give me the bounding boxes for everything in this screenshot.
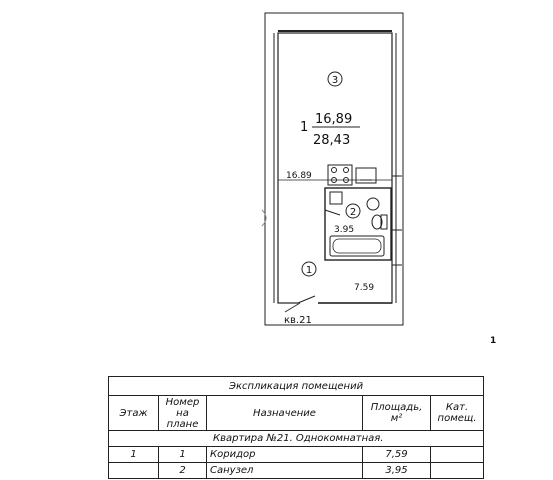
- header-area: Площадь, м²: [363, 396, 431, 431]
- room-marker-2-label: 2: [349, 207, 357, 218]
- stove-icon: [328, 165, 352, 185]
- sheet-mark: 1: [490, 336, 497, 346]
- washbasin-icon: [330, 192, 342, 204]
- explication-table: [108, 376, 484, 479]
- room-area-1: 7.59: [354, 283, 375, 293]
- cell-cat: [431, 463, 484, 479]
- header-floor: Этаж: [109, 396, 159, 431]
- cell-area: 7,59: [363, 447, 431, 463]
- cell-cat: [431, 447, 484, 463]
- table-title: Экспликация помещений: [109, 377, 484, 396]
- door-label: кв.21: [284, 315, 312, 326]
- cell-area: 3,95: [363, 463, 431, 479]
- apartment-row: [109, 431, 484, 447]
- apartment-row-label: Квартира №21. Однокомнатная.: [109, 431, 484, 447]
- plan-frame: [265, 13, 403, 325]
- table-row: [109, 447, 484, 463]
- header-plan-number: Номер на плане: [159, 396, 207, 431]
- table-title-row: [109, 377, 484, 396]
- room-area-3: 16.89: [286, 171, 312, 181]
- apartment-number: 1: [300, 120, 309, 135]
- room-marker-3-label: 3: [331, 75, 339, 86]
- sink-icon: [356, 168, 376, 183]
- cell-num: 2: [159, 463, 207, 479]
- room-marker-1-label: 1: [305, 265, 313, 276]
- cell-floor: [109, 463, 159, 479]
- cell-name: Санузел: [207, 463, 363, 479]
- total-area: 28,43: [313, 133, 351, 148]
- room-area-2: 3.95: [334, 225, 355, 235]
- door-leader: [285, 303, 300, 312]
- table-row: [109, 463, 484, 479]
- bathroom-door: [325, 210, 340, 215]
- header-purpose: Назначение: [207, 396, 363, 431]
- living-area: 16,89: [315, 112, 353, 127]
- header-category: Кат. помещ.: [431, 396, 484, 431]
- cell-num: 1: [159, 447, 207, 463]
- fixture-icon: [367, 198, 379, 210]
- table-header-row: [109, 396, 484, 431]
- cell-floor: 1: [109, 447, 159, 463]
- cell-name: Коридор: [207, 447, 363, 463]
